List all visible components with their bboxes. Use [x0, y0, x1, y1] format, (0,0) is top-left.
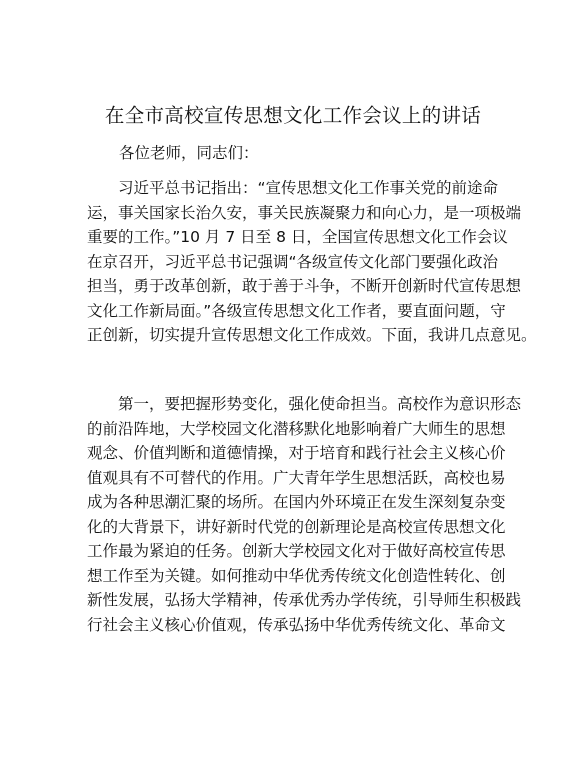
paragraph-line: 新性发展，弘扬大学精神，传承优秀办学传统，引导师生积极践: [87, 591, 522, 609]
paragraph-line: 成为各种思潮汇聚的场所。在国内外环境正在发生深刻复杂变: [87, 493, 506, 511]
paragraph-line: 值观具有不可替代的作用。广大青年学生思想活跃，高校也易: [87, 468, 506, 487]
paragraph-line: 的前沿阵地，大学校园文化潜移默化地影响着广大师生的思想: [87, 419, 506, 438]
paragraph-line: 工作最为紧迫的任务。创新大学校园文化对于做好高校宣传思: [87, 542, 506, 560]
salutation: 各位老师，同志们：: [119, 144, 259, 162]
paragraph-line: 想工作至为关键。如何推动中华优秀传统文化创造性转化、创: [87, 566, 506, 585]
paragraph-line: 观念、价值判断和道德情操，对于培育和践行社会主义核心价: [87, 444, 506, 462]
paragraph-intro: [87, 176, 537, 348]
paragraph-line: 化的大背景下，讲好新时代党的创新理论是高校宣传思想文化: [87, 517, 506, 536]
paragraph-line: 在京召开，习近平总书记强调“各级宣传文化部门要强化政治: [87, 252, 499, 271]
paragraph-line: 担当，勇于改革创新，敢于善于斗争，不断开创新时代宣传思想: [87, 277, 522, 295]
paragraph-line: 行社会主义核心价值观，传承弘扬中华优秀传统文化、革命文: [87, 615, 506, 634]
paragraph-first-point: [87, 392, 522, 637]
paragraph-line: 习近平总书记指出：“宣传思想文化工作事关党的前途命: [118, 179, 499, 197]
paragraph-line: 重要的工作。”10 月 7 日至 8 日，全国宣传思想文化工作会议: [87, 228, 508, 246]
document-title: 在全市高校宣传思想文化工作会议上的讲话: [104, 104, 482, 127]
paragraph-line: 正创新，切实提升宣传思想文化工作成效。下面，我讲几点意见。: [87, 326, 537, 344]
paragraph-line: 运，事关国家长治久安，事关民族凝聚力和向心力，是一项极端: [87, 203, 522, 222]
paragraph-line: 文化工作新局面。”各级宣传思想文化工作者，要直面问题，守: [87, 301, 506, 320]
paragraph-line: 第一，要把握形势变化，强化使命担当。高校作为意识形态: [118, 395, 522, 413]
